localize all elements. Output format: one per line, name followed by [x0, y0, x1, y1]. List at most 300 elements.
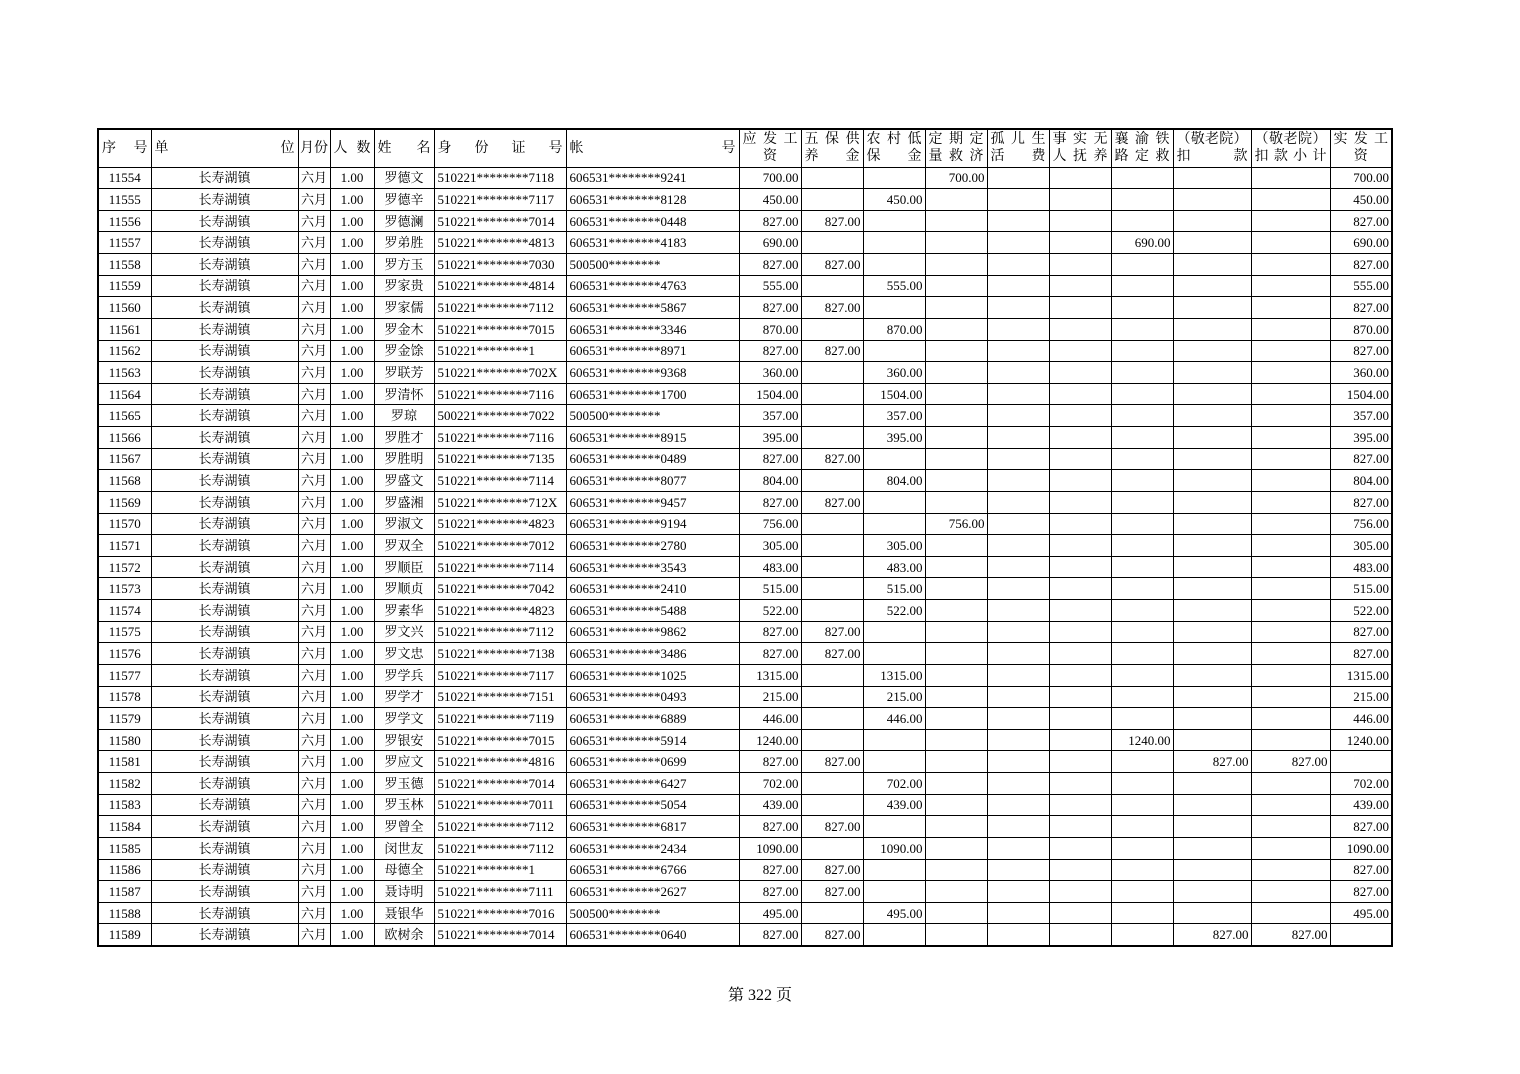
net-pay-cell: 446.00	[1330, 708, 1392, 730]
de-facto-orphan-cell	[1049, 578, 1111, 600]
payable-cell: 702.00	[739, 773, 801, 795]
account-cell: 606531********1700	[566, 383, 739, 405]
de-facto-orphan-cell	[1049, 210, 1111, 232]
account-cell: 500500********	[566, 254, 739, 276]
xiangyu-railway-relief-cell	[1111, 513, 1173, 535]
nursing-home-deduction-cell	[1173, 881, 1251, 903]
account-cell: 606531********3543	[566, 556, 739, 578]
seq-cell: 11578	[98, 686, 151, 708]
orphan-allowance-cell	[987, 773, 1049, 795]
id-number-cell: 510221********7117	[434, 664, 566, 686]
header-label-line: （敬老院）	[1176, 132, 1248, 148]
month-cell: 六月	[298, 275, 330, 297]
account-cell: 606531********2434	[566, 837, 739, 859]
seq-cell: 11585	[98, 837, 151, 859]
rural-subsistence-cell	[863, 621, 925, 643]
name-cell: 罗曾全	[374, 816, 434, 838]
header-rural-subsistence	[863, 129, 925, 167]
nursing-home-subtotal-cell	[1251, 773, 1330, 795]
net-pay-cell: 1090.00	[1330, 837, 1392, 859]
orphan-allowance-cell	[987, 600, 1049, 622]
id-number-cell: 510221********7112	[434, 837, 566, 859]
name-cell: 罗玉德	[374, 773, 434, 795]
account-cell: 606531********2627	[566, 881, 739, 903]
de-facto-orphan-cell	[1049, 340, 1111, 362]
header-label-line: 实 发 工	[1333, 132, 1388, 148]
table-row	[98, 578, 1392, 600]
table-header	[98, 129, 1392, 167]
unit-cell: 长寿湖镇	[151, 643, 298, 665]
id-number-cell: 510221********4813	[434, 232, 566, 254]
id-number-cell: 510221********7117	[434, 189, 566, 211]
name-cell: 罗德辛	[374, 189, 434, 211]
xiangyu-railway-relief-cell	[1111, 600, 1173, 622]
five-guarantee-cell	[801, 383, 863, 405]
orphan-allowance-cell	[987, 254, 1049, 276]
xiangyu-railway-relief-cell	[1111, 556, 1173, 578]
month-cell: 六月	[298, 729, 330, 751]
orphan-allowance-cell	[987, 902, 1049, 924]
header-label-line: 人 抚 养	[1052, 149, 1108, 165]
account-cell: 606531********4763	[566, 275, 739, 297]
de-facto-orphan-cell	[1049, 794, 1111, 816]
five-guarantee-cell: 827.00	[801, 297, 863, 319]
de-facto-orphan-cell	[1049, 773, 1111, 795]
seq-cell: 11575	[98, 621, 151, 643]
nursing-home-deduction-cell	[1173, 664, 1251, 686]
month-cell: 六月	[298, 708, 330, 730]
name-cell: 聂诗明	[374, 881, 434, 903]
seq-cell: 11563	[98, 362, 151, 384]
payable-cell: 522.00	[739, 600, 801, 622]
count-cell: 1.00	[330, 189, 374, 211]
page-number: 第 322 页	[727, 987, 792, 1004]
count-cell: 1.00	[330, 167, 374, 189]
rural-subsistence-cell: 305.00	[863, 535, 925, 557]
seq-cell: 11561	[98, 318, 151, 340]
five-guarantee-cell	[801, 708, 863, 730]
unit-cell: 长寿湖镇	[151, 837, 298, 859]
unit-cell: 长寿湖镇	[151, 924, 298, 946]
net-pay-cell: 439.00	[1330, 794, 1392, 816]
xiangyu-railway-relief-cell	[1111, 686, 1173, 708]
count-cell: 1.00	[330, 859, 374, 881]
unit-cell: 长寿湖镇	[151, 470, 298, 492]
payable-cell: 827.00	[739, 881, 801, 903]
de-facto-orphan-cell	[1049, 167, 1111, 189]
account-cell: 606531********0493	[566, 686, 739, 708]
unit-cell: 长寿湖镇	[151, 362, 298, 384]
payable-cell: 1090.00	[739, 837, 801, 859]
table-row	[98, 643, 1392, 665]
account-cell: 606531********9241	[566, 167, 739, 189]
id-number-cell: 510221********712X	[434, 491, 566, 513]
rural-subsistence-cell	[863, 924, 925, 946]
name-cell: 罗方玉	[374, 254, 434, 276]
name-cell: 罗德文	[374, 167, 434, 189]
net-pay-cell: 827.00	[1330, 210, 1392, 232]
nursing-home-deduction-cell: 827.00	[1173, 751, 1251, 773]
xiangyu-railway-relief-cell	[1111, 340, 1173, 362]
nursing-home-subtotal-cell	[1251, 210, 1330, 232]
table-row	[98, 924, 1392, 946]
header-orphan-allowance	[987, 129, 1049, 167]
table-row	[98, 535, 1392, 557]
id-number-cell: 510221********702X	[434, 362, 566, 384]
net-pay-cell: 495.00	[1330, 902, 1392, 924]
five-guarantee-cell	[801, 837, 863, 859]
xiangyu-railway-relief-cell	[1111, 189, 1173, 211]
nursing-home-deduction-cell	[1173, 448, 1251, 470]
payable-cell: 827.00	[739, 254, 801, 276]
payable-cell: 495.00	[739, 902, 801, 924]
id-number-cell: 510221********7116	[434, 427, 566, 449]
month-cell: 六月	[298, 837, 330, 859]
name-cell: 罗银安	[374, 729, 434, 751]
orphan-allowance-cell	[987, 859, 1049, 881]
name-cell: 罗家儒	[374, 297, 434, 319]
nursing-home-subtotal-cell	[1251, 708, 1330, 730]
count-cell: 1.00	[330, 773, 374, 795]
payable-cell: 1240.00	[739, 729, 801, 751]
nursing-home-subtotal-cell	[1251, 491, 1330, 513]
regular-relief-cell	[925, 340, 987, 362]
nursing-home-deduction-cell	[1173, 708, 1251, 730]
de-facto-orphan-cell	[1049, 470, 1111, 492]
count-cell: 1.00	[330, 275, 374, 297]
nursing-home-deduction-cell	[1173, 254, 1251, 276]
seq-cell: 11569	[98, 491, 151, 513]
seq-cell: 11558	[98, 254, 151, 276]
de-facto-orphan-cell	[1049, 232, 1111, 254]
name-cell: 罗盛文	[374, 470, 434, 492]
unit-cell: 长寿湖镇	[151, 729, 298, 751]
account-cell: 606531********9457	[566, 491, 739, 513]
id-number-cell: 510221********4816	[434, 751, 566, 773]
month-cell: 六月	[298, 318, 330, 340]
rural-subsistence-cell: 555.00	[863, 275, 925, 297]
five-guarantee-cell	[801, 556, 863, 578]
xiangyu-railway-relief-cell	[1111, 210, 1173, 232]
month-cell: 六月	[298, 167, 330, 189]
id-number-cell: 510221********7114	[434, 556, 566, 578]
table-row	[98, 297, 1392, 319]
count-cell: 1.00	[330, 708, 374, 730]
name-cell: 母德全	[374, 859, 434, 881]
table-row	[98, 210, 1392, 232]
header-label-line: 农 村 低	[866, 132, 922, 148]
rural-subsistence-cell	[863, 232, 925, 254]
de-facto-orphan-cell	[1049, 405, 1111, 427]
xiangyu-railway-relief-cell	[1111, 859, 1173, 881]
name-cell: 罗玉林	[374, 794, 434, 816]
five-guarantee-cell	[801, 232, 863, 254]
unit-cell: 长寿湖镇	[151, 383, 298, 405]
header-label: 姓 名	[377, 140, 431, 156]
de-facto-orphan-cell	[1049, 751, 1111, 773]
rural-subsistence-cell	[863, 643, 925, 665]
payable-cell: 446.00	[739, 708, 801, 730]
payable-cell: 360.00	[739, 362, 801, 384]
seq-cell: 11579	[98, 708, 151, 730]
five-guarantee-cell: 827.00	[801, 643, 863, 665]
header-label-line: 扣 款 小 计	[1254, 149, 1327, 165]
nursing-home-deduction-cell	[1173, 578, 1251, 600]
orphan-allowance-cell	[987, 470, 1049, 492]
de-facto-orphan-cell	[1049, 297, 1111, 319]
nursing-home-deduction-cell	[1173, 773, 1251, 795]
nursing-home-deduction-cell	[1173, 513, 1251, 535]
month-cell: 六月	[298, 491, 330, 513]
account-cell: 606531********4183	[566, 232, 739, 254]
nursing-home-subtotal-cell	[1251, 297, 1330, 319]
account-cell: 606531********8915	[566, 427, 739, 449]
de-facto-orphan-cell	[1049, 427, 1111, 449]
count-cell: 1.00	[330, 340, 374, 362]
payable-cell: 439.00	[739, 794, 801, 816]
xiangyu-railway-relief-cell	[1111, 448, 1173, 470]
xiangyu-railway-relief-cell	[1111, 664, 1173, 686]
month-cell: 六月	[298, 773, 330, 795]
payable-cell: 515.00	[739, 578, 801, 600]
header-payable	[739, 129, 801, 167]
de-facto-orphan-cell	[1049, 621, 1111, 643]
count-cell: 1.00	[330, 600, 374, 622]
payable-cell: 1315.00	[739, 664, 801, 686]
rural-subsistence-cell	[863, 816, 925, 838]
account-cell: 606531********3346	[566, 318, 739, 340]
id-number-cell: 510221********7112	[434, 816, 566, 838]
table-row	[98, 686, 1392, 708]
seq-cell: 11554	[98, 167, 151, 189]
de-facto-orphan-cell	[1049, 556, 1111, 578]
month-cell: 六月	[298, 448, 330, 470]
net-pay-cell: 555.00	[1330, 275, 1392, 297]
name-cell: 聂银华	[374, 902, 434, 924]
payable-cell: 357.00	[739, 405, 801, 427]
orphan-allowance-cell	[987, 621, 1049, 643]
header-label-line: （敬老院）	[1254, 132, 1327, 148]
de-facto-orphan-cell	[1049, 924, 1111, 946]
table-row	[98, 664, 1392, 686]
net-pay-cell: 827.00	[1330, 643, 1392, 665]
rural-subsistence-cell: 495.00	[863, 902, 925, 924]
unit-cell: 长寿湖镇	[151, 275, 298, 297]
month-cell: 六月	[298, 621, 330, 643]
payable-cell: 827.00	[739, 621, 801, 643]
regular-relief-cell	[925, 902, 987, 924]
xiangyu-railway-relief-cell	[1111, 362, 1173, 384]
orphan-allowance-cell	[987, 297, 1049, 319]
five-guarantee-cell	[801, 362, 863, 384]
unit-cell: 长寿湖镇	[151, 210, 298, 232]
five-guarantee-cell: 827.00	[801, 254, 863, 276]
rural-subsistence-cell: 804.00	[863, 470, 925, 492]
seq-cell: 11559	[98, 275, 151, 297]
month-cell: 六月	[298, 210, 330, 232]
count-cell: 1.00	[330, 210, 374, 232]
five-guarantee-cell: 827.00	[801, 881, 863, 903]
seq-cell: 11562	[98, 340, 151, 362]
de-facto-orphan-cell	[1049, 816, 1111, 838]
nursing-home-deduction-cell	[1173, 297, 1251, 319]
regular-relief-cell	[925, 210, 987, 232]
nursing-home-deduction-cell	[1173, 232, 1251, 254]
payable-cell: 1504.00	[739, 383, 801, 405]
payable-cell: 804.00	[739, 470, 801, 492]
regular-relief-cell	[925, 643, 987, 665]
seq-cell: 11571	[98, 535, 151, 557]
unit-cell: 长寿湖镇	[151, 816, 298, 838]
name-cell: 罗胜才	[374, 427, 434, 449]
orphan-allowance-cell	[987, 448, 1049, 470]
orphan-allowance-cell	[987, 427, 1049, 449]
seq-cell: 11565	[98, 405, 151, 427]
id-number-cell: 510221********7138	[434, 643, 566, 665]
id-number-cell: 510221********7014	[434, 924, 566, 946]
de-facto-orphan-cell	[1049, 513, 1111, 535]
rural-subsistence-cell	[863, 491, 925, 513]
id-number-cell: 510221********4814	[434, 275, 566, 297]
orphan-allowance-cell	[987, 232, 1049, 254]
name-cell: 罗顺贞	[374, 578, 434, 600]
account-cell: 606531********6817	[566, 816, 739, 838]
nursing-home-subtotal-cell	[1251, 902, 1330, 924]
regular-relief-cell	[925, 859, 987, 881]
table-row	[98, 600, 1392, 622]
de-facto-orphan-cell	[1049, 902, 1111, 924]
rural-subsistence-cell	[863, 254, 925, 276]
xiangyu-railway-relief-cell	[1111, 881, 1173, 903]
rural-subsistence-cell	[863, 729, 925, 751]
five-guarantee-cell	[801, 470, 863, 492]
header-label-line: 保 金	[866, 149, 922, 165]
unit-cell: 长寿湖镇	[151, 491, 298, 513]
unit-cell: 长寿湖镇	[151, 405, 298, 427]
nursing-home-deduction-cell	[1173, 859, 1251, 881]
account-cell: 606531********8128	[566, 189, 739, 211]
net-pay-cell: 827.00	[1330, 859, 1392, 881]
rural-subsistence-cell: 515.00	[863, 578, 925, 600]
regular-relief-cell	[925, 837, 987, 859]
account-cell: 606531********5488	[566, 600, 739, 622]
de-facto-orphan-cell	[1049, 189, 1111, 211]
regular-relief-cell	[925, 535, 987, 557]
seq-cell: 11560	[98, 297, 151, 319]
five-guarantee-cell	[801, 167, 863, 189]
name-cell: 罗金馀	[374, 340, 434, 362]
month-cell: 六月	[298, 470, 330, 492]
header-label-line: 五 保 供	[804, 132, 860, 148]
table-row	[98, 362, 1392, 384]
xiangyu-railway-relief-cell	[1111, 405, 1173, 427]
count-cell: 1.00	[330, 318, 374, 340]
header-label-line: 定 期 定	[928, 132, 984, 148]
five-guarantee-cell: 827.00	[801, 816, 863, 838]
nursing-home-subtotal-cell	[1251, 513, 1330, 535]
id-number-cell: 510221********7135	[434, 448, 566, 470]
nursing-home-subtotal-cell: 827.00	[1251, 924, 1330, 946]
regular-relief-cell	[925, 686, 987, 708]
net-pay-cell: 870.00	[1330, 318, 1392, 340]
five-guarantee-cell	[801, 189, 863, 211]
rural-subsistence-cell: 1315.00	[863, 664, 925, 686]
net-pay-cell: 360.00	[1330, 362, 1392, 384]
net-pay-cell: 827.00	[1330, 297, 1392, 319]
net-pay-cell: 702.00	[1330, 773, 1392, 795]
net-pay-cell: 450.00	[1330, 189, 1392, 211]
five-guarantee-cell	[801, 578, 863, 600]
rural-subsistence-cell	[863, 340, 925, 362]
account-cell: 606531********9862	[566, 621, 739, 643]
name-cell: 罗应文	[374, 751, 434, 773]
unit-cell: 长寿湖镇	[151, 621, 298, 643]
account-cell: 606531********2780	[566, 535, 739, 557]
orphan-allowance-cell	[987, 491, 1049, 513]
five-guarantee-cell	[801, 275, 863, 297]
nursing-home-subtotal-cell	[1251, 643, 1330, 665]
orphan-allowance-cell	[987, 210, 1049, 232]
orphan-allowance-cell	[987, 924, 1049, 946]
table-row	[98, 794, 1392, 816]
xiangyu-railway-relief-cell	[1111, 167, 1173, 189]
regular-relief-cell	[925, 405, 987, 427]
nursing-home-deduction-cell	[1173, 902, 1251, 924]
de-facto-orphan-cell	[1049, 859, 1111, 881]
nursing-home-deduction-cell	[1173, 362, 1251, 384]
five-guarantee-cell: 827.00	[801, 621, 863, 643]
unit-cell: 长寿湖镇	[151, 600, 298, 622]
xiangyu-railway-relief-cell	[1111, 578, 1173, 600]
header-label-line: 资	[1353, 149, 1368, 165]
nursing-home-subtotal-cell	[1251, 362, 1330, 384]
xiangyu-railway-relief-cell: 690.00	[1111, 232, 1173, 254]
count-cell: 1.00	[330, 362, 374, 384]
payable-cell: 395.00	[739, 427, 801, 449]
xiangyu-railway-relief-cell	[1111, 470, 1173, 492]
xiangyu-railway-relief-cell	[1111, 491, 1173, 513]
seq-cell: 11570	[98, 513, 151, 535]
de-facto-orphan-cell	[1049, 275, 1111, 297]
id-number-cell: 510221********1	[434, 859, 566, 881]
month-cell: 六月	[298, 297, 330, 319]
nursing-home-deduction-cell	[1173, 816, 1251, 838]
count-cell: 1.00	[330, 837, 374, 859]
nursing-home-deduction-cell	[1173, 383, 1251, 405]
nursing-home-subtotal-cell	[1251, 535, 1330, 557]
de-facto-orphan-cell	[1049, 600, 1111, 622]
id-number-cell: 510221********1	[434, 340, 566, 362]
table-row	[98, 751, 1392, 773]
nursing-home-subtotal-cell	[1251, 578, 1330, 600]
nursing-home-subtotal-cell	[1251, 470, 1330, 492]
five-guarantee-cell	[801, 794, 863, 816]
regular-relief-cell: 700.00	[925, 167, 987, 189]
account-cell: 606531********0448	[566, 210, 739, 232]
count-cell: 1.00	[330, 924, 374, 946]
id-number-cell: 510221********7112	[434, 621, 566, 643]
account-cell: 606531********5914	[566, 729, 739, 751]
net-pay-cell: 804.00	[1330, 470, 1392, 492]
account-cell: 606531********6766	[566, 859, 739, 881]
table-row	[98, 881, 1392, 903]
net-pay-cell: 395.00	[1330, 427, 1392, 449]
net-pay-cell: 305.00	[1330, 535, 1392, 557]
net-pay-cell: 827.00	[1330, 340, 1392, 362]
nursing-home-subtotal-cell	[1251, 405, 1330, 427]
unit-cell: 长寿湖镇	[151, 189, 298, 211]
nursing-home-subtotal-cell	[1251, 686, 1330, 708]
